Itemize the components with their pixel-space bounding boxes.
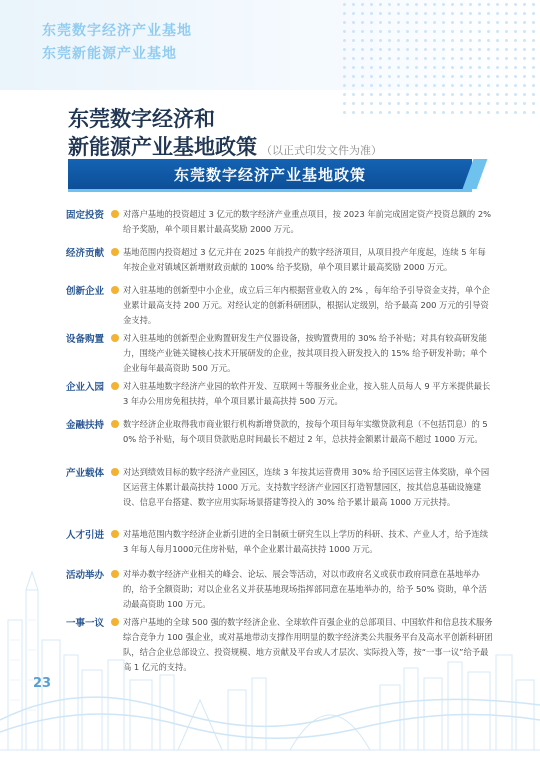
decorative-dot-pattern (340, 0, 540, 120)
title-note: （以正式印发文件为准） (261, 144, 382, 157)
policy-label: 企业入园 (66, 382, 105, 393)
page-number: 23 (33, 676, 52, 691)
section-heading: 东莞数字经济产业基地政策 (173, 166, 366, 184)
policy-text: 对落户基地的全球 500 强的数字经济企业、全球软件百强企业的总部项目、中国软件和信息技术服务综合竞争力 100 强企业，或对基地带动支撑作用明显的数字经济类公共服务平台及高水平创新科研团队，结合企业总部设立、投资规模、地方贡献及平台或人才层次、实际投入等，按“一事一议”给予最高 1 亿元的支持。 (123, 617, 493, 672)
section-heading-bar (68, 159, 472, 192)
policy-label: 设备购置 (66, 334, 105, 345)
policy-text: 对落户基地的投资超过 3 亿元的数字经济产业重点项目，按 2023 年前完成固定资产投资总额的 2% 给予奖励，单个项目累计最高奖励 2000 万元。 (123, 209, 492, 234)
bullet-dot-icon (111, 286, 119, 294)
policy-label: 经济贡献 (66, 248, 105, 259)
policy-label: 活动举办 (66, 570, 105, 581)
policy-text: 对基地范围内数字经济企业新引进的全日制硕士研究生以上学历的科研、技术、产业人才，给予连续 3 年每人每月1000元住房补贴，单个企业累计最高扶持 1000 万元。 (123, 529, 489, 554)
bullet-dot-icon (111, 618, 119, 626)
bullet-dot-icon (111, 420, 119, 428)
policy-text: 对入驻基地的创新型企业购置研发生产仪器设备，按购置费用的 30% 给予补贴；对具有较高研发能力，围绕产业链关键核心技术开展研发的企业，按其项目投入研发投入的 15% 给予研发补助；单个企业每年最高资助 500 万元。 (123, 333, 487, 373)
bullet-dot-icon (111, 210, 119, 218)
main-title-line1: 东莞数字经济和 (68, 107, 215, 131)
main-title-line2-text: 新能源产业基地政策 (68, 135, 257, 159)
main-title-line2 (68, 131, 382, 161)
bullet-dot-icon (111, 334, 119, 342)
policy-label: 金融扶持 (66, 420, 105, 431)
policy-text: 数字经济企业取得我市商业银行机构新增贷款的，按每个项目每年实缴贷款利息（不包括罚息）的 50% 给予补贴，每个项目贷款贴息时间最长不超过 2 年，总扶持金额累计最高不超过 1000 万元。 (123, 419, 488, 444)
bullet-dot-icon (111, 530, 119, 538)
header-title-digital-economy: 东莞数字经济产业基地 (42, 23, 192, 39)
policy-text: 对入驻基地数字经济产业园的软件开发、互联网＋等服务业企业，按入驻人员每人 9 平方米提供最长 3 年办公用房免租扶持，单个项目累计最高扶持 500 万元。 (123, 381, 491, 406)
policy-label: 产业载体 (66, 468, 105, 479)
policy-text: 对举办数字经济产业相关的峰会、论坛、展会等活动，对以市政府名义或获市政府同意在基地举办的，给予全额资助；对以企业名义并获基地现场指挥部同意在基地举办的，给予 50% 资助，单个活动最高资助 100 万元。 (123, 569, 487, 609)
bullet-dot-icon (111, 248, 119, 256)
header-title-new-energy: 东莞新能源产业基地 (42, 46, 177, 62)
policy-label: 人才引进 (66, 530, 105, 541)
bullet-dot-icon (111, 382, 119, 390)
policy-text: 对入驻基地的创新型中小企业，成立后三年内根据营业收入的 2% ，每年给予引导资金支持，单个企业累计最高支持 200 万元。对经认定的创新科研团队，根据认定级别，给予最高 200 万元的引导资金支持。 (123, 285, 490, 325)
bullet-dot-icon (111, 570, 119, 578)
policy-text: 对达到绩效目标的数字经济产业园区，连续 3 年按其运营费用 30% 给予园区运营主体奖励，单个园区运营主体累计最高扶持 1000 万元。支持数字经济产业园区打造智慧园区，按其信息基础设施建设、信息平台搭建、数字应用实际场景搭建等投入的 30% 给予累计最高 1000 万元扶持。 (123, 467, 490, 507)
policy-label: 一事一议 (66, 618, 105, 629)
policy-label: 创新企业 (66, 286, 105, 297)
bullet-dot-icon (111, 468, 119, 476)
policy-text: 基地范围内投资超过 3 亿元并在 2025 年前投产的数字经济项目，从项目投产年度起，连续 5 年每年按企业对镇域区新增财政贡献的 100% 给予奖励，单个项目累计最高奖励 2000 万元。 (123, 247, 486, 272)
policy-label: 固定投资 (66, 210, 105, 221)
